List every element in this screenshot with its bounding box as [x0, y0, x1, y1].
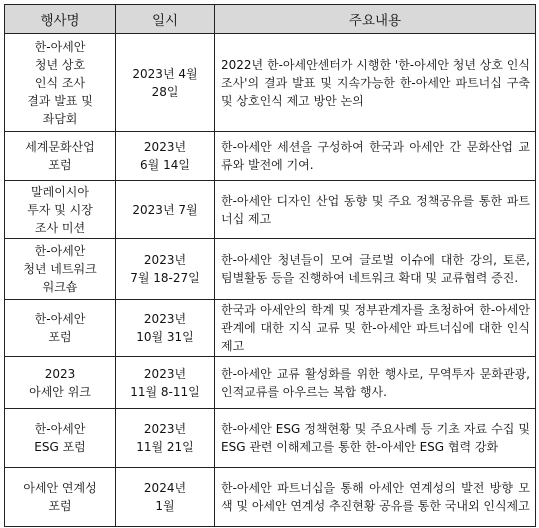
event-name: 한-아세안 청년 상호 인식 조사 결과 발표 및 좌담회 [27, 39, 93, 126]
table-row [5, 34, 536, 132]
event-date-cell [116, 409, 215, 468]
event-date: 2023년 7월 18-27일 [130, 253, 200, 285]
event-name-cell [5, 357, 116, 409]
event-content-cell [215, 34, 536, 132]
event-content: 2022년 한-아세안센터가 시행한 '한-아세안 청년 상호 인식 조사'의 결과 발표 및 지속가능한 한-아세안 파트너십 구축 및 상호인식 제고 방안 논의 [221, 57, 530, 108]
event-name: 2023 아세안 위크 [29, 366, 91, 399]
event-name-cell [5, 239, 116, 300]
event-name: 세계문화산업 포럼 [25, 140, 95, 172]
event-content: 한-아세안 파트너십을 통해 아세안 연계성의 발전 방향 모색 및 아세안 연계성 추진현황 공유를 통한 국내외 인식제고 [221, 481, 530, 513]
event-name-cell [5, 468, 116, 527]
event-date-cell [116, 357, 215, 409]
event-date-cell [116, 300, 215, 357]
event-date-cell [116, 468, 215, 527]
event-content: 한-아세안 ESG 정책현황 및 주요사례 등 기초 자료 수집 및 ESG 관련 이해제고를 통한 한-아세안 ESG 협력 강화 [221, 422, 530, 454]
header-date: 일시 [116, 5, 215, 34]
event-name-cell [5, 34, 116, 132]
event-content-cell [215, 181, 536, 239]
event-content: 한-아세안 세션을 구성하여 한국과 아세안 간 문화산업 교류와 발전에 기여. [221, 140, 530, 172]
event-content: 한-아세안 청년들이 모여 글로벌 이슈에 대한 강의, 토론, 팀별활동 등을 진행하여 네트워크 확대 및 교류협력 증진. [221, 253, 530, 285]
event-date-cell [116, 181, 215, 239]
event-date: 2023년 10월 31일 [136, 312, 194, 344]
event-content: 한국과 아세안의 학계 및 정부관계자를 초청하여 한-아세안 관계에 대한 지식 교류 및 한-아세안 파트너십에 대한 인식 제고 [221, 303, 530, 353]
event-content-cell [215, 132, 536, 181]
table-row [5, 357, 536, 409]
event-date: 2023년 7월 [132, 202, 198, 217]
event-name: 한-아세안 포럼 [34, 312, 86, 344]
table-row [5, 300, 536, 357]
event-date: 2023년 11월 21일 [136, 422, 194, 454]
events-table [4, 4, 536, 527]
event-name: 한-아세안 청년 네트워크 워크숍 [23, 244, 97, 294]
event-date-cell [116, 132, 215, 181]
event-content: 한-아세안 교류 활성화를 위한 행사로, 무역투자 문화관광, 인적교류를 아우르는 복합 행사. [221, 366, 530, 399]
table-header-row [5, 5, 536, 34]
table-row [5, 409, 536, 468]
event-name-cell [5, 409, 116, 468]
event-content-cell [215, 239, 536, 300]
event-content-cell [215, 357, 536, 409]
event-name: 아세안 연계성 포럼 [23, 481, 97, 513]
event-name: 한-아세안 ESG 포럼 [34, 422, 86, 454]
event-name-cell [5, 132, 116, 181]
event-date-cell [116, 239, 215, 300]
event-date: 2023년 6월 14일 [140, 140, 190, 172]
event-name-cell [5, 181, 116, 239]
header-event-name: 행사명 [5, 5, 116, 34]
event-date-cell [116, 34, 215, 132]
event-date: 2023년 4월 28일 [132, 66, 198, 99]
event-content-cell [215, 468, 536, 527]
event-name-cell [5, 300, 116, 357]
event-content: 한-아세안 디자인 산업 동향 및 주요 정책공유를 통한 파트너십 제고 [221, 193, 530, 226]
event-date: 2023년 11월 8-11일 [130, 366, 200, 399]
table-row [5, 181, 536, 239]
event-content-cell [215, 300, 536, 357]
events-table-container [4, 4, 535, 527]
event-date: 2024년 1월 [143, 481, 187, 513]
event-name: 말레이시아 투자 및 시장 조사 미션 [27, 184, 93, 235]
table-row [5, 468, 536, 527]
header-content: 주요내용 [215, 5, 536, 34]
table-row [5, 239, 536, 300]
event-content-cell [215, 409, 536, 468]
table-row [5, 132, 536, 181]
